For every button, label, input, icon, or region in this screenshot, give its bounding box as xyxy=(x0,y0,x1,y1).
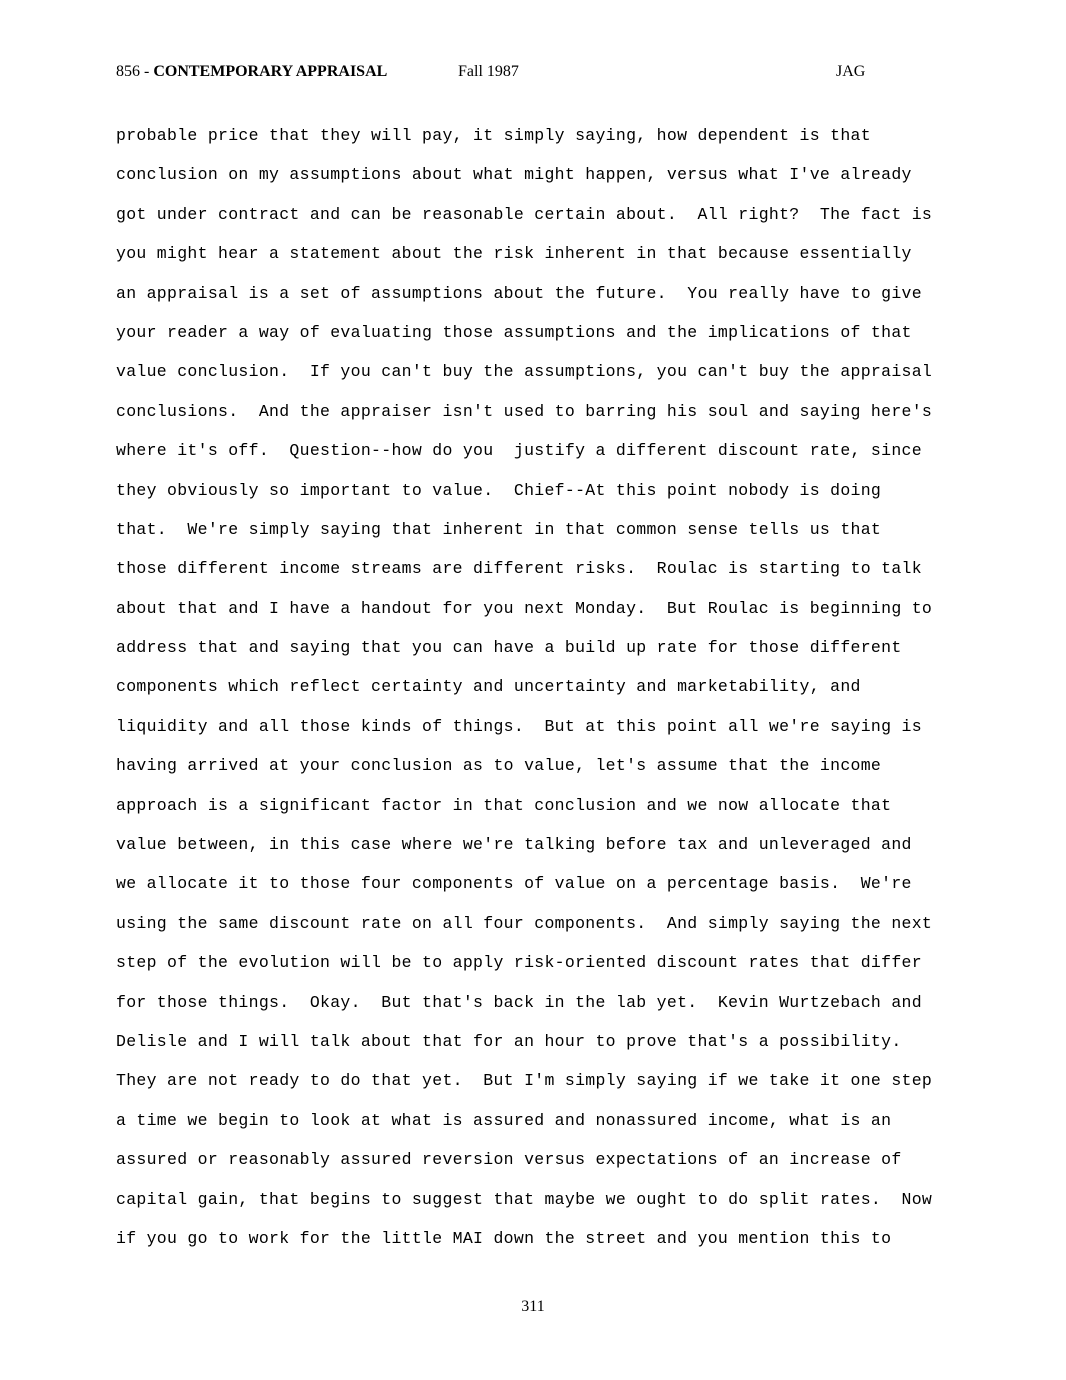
text-line: step of the evolution will be to apply risk-oriented discount rates that differ xyxy=(116,953,922,973)
author-initials: JAG xyxy=(836,63,866,80)
text-line: about that and I have a handout for you next Monday. But Roulac is beginning to xyxy=(116,598,933,618)
term-label: Fall 1987 xyxy=(458,63,519,80)
text-line: assured or reasonably assured reversion versus expectations of an increase of xyxy=(116,1150,902,1170)
course-title: CONTEMPORARY APPRAISAL xyxy=(153,63,388,80)
text-line: that. We're simply saying that inherent in that common sense tells us that xyxy=(116,519,882,539)
text-line: those different income streams are different risks. Roulac is starting to talk xyxy=(116,559,922,579)
text-line: we allocate it to those four components of value on a percentage basis. We're xyxy=(116,874,912,894)
text-line: if you go to work for the little MAI down the street and you mention this to xyxy=(116,1228,892,1248)
text-line: value between, in this case where we're talking before tax and unleveraged and xyxy=(116,835,912,855)
text-line: for those things. Okay. But that's back in the lab yet. Kevin Wurtzebach and xyxy=(116,992,922,1012)
text-line: conclusions. And the appraiser isn't used to barring his soul and saying here's xyxy=(116,401,933,421)
text-line: an appraisal is a set of assumptions about the future. You really have to give xyxy=(116,283,922,303)
text-line: Delisle and I will talk about that for an hour to prove that's a possibility. xyxy=(116,1031,902,1051)
page-header xyxy=(0,62,1066,86)
text-line: conclusion on my assumptions about what might happen, versus what I've already xyxy=(116,165,912,185)
text-line: you might hear a statement about the risk inherent in that because essentially xyxy=(116,244,912,264)
text-line: components which reflect certainty and uncertainty and marketability, and xyxy=(116,677,861,697)
course-heading xyxy=(116,62,387,82)
text-line: approach is a significant factor in that conclusion and we now allocate that xyxy=(116,795,892,815)
text-line: capital gain, that begins to suggest that maybe we ought to do split rates. Now xyxy=(116,1189,933,1209)
text-line: liquidity and all those kinds of things. But at this point all we're saying is xyxy=(116,716,922,736)
text-line: They are not ready to do that yet. But I'm simply saying if we take it one step xyxy=(116,1071,933,1091)
transcript-body xyxy=(116,116,976,1258)
text-line: a time we begin to look at what is assured and nonassured income, what is an xyxy=(116,1110,892,1130)
page-number: 311 xyxy=(521,1298,545,1315)
text-line: got under contract and can be reasonable certain about. All right? The fact is xyxy=(116,204,933,224)
text-line: address that and saying that you can have a build up rate for those different xyxy=(116,638,902,658)
text-line: where it's off. Question--how do you justify a different discount rate, since xyxy=(116,441,922,461)
text-line: using the same discount rate on all four components. And simply saying the next xyxy=(116,913,933,933)
text-line: they obviously so important to value. Chief--At this point nobody is doing xyxy=(116,480,882,500)
text-line: your reader a way of evaluating those assumptions and the implications of that xyxy=(116,322,912,342)
text-line: value conclusion. If you can't buy the assumptions, you can't buy the appraisal xyxy=(116,362,933,382)
text-line: having arrived at your conclusion as to value, let's assume that the income xyxy=(116,756,882,776)
page-footer xyxy=(0,1297,1066,1317)
text-line: probable price that they will pay, it simply saying, how dependent is that xyxy=(116,126,871,145)
course-number: 856 - xyxy=(116,63,154,80)
